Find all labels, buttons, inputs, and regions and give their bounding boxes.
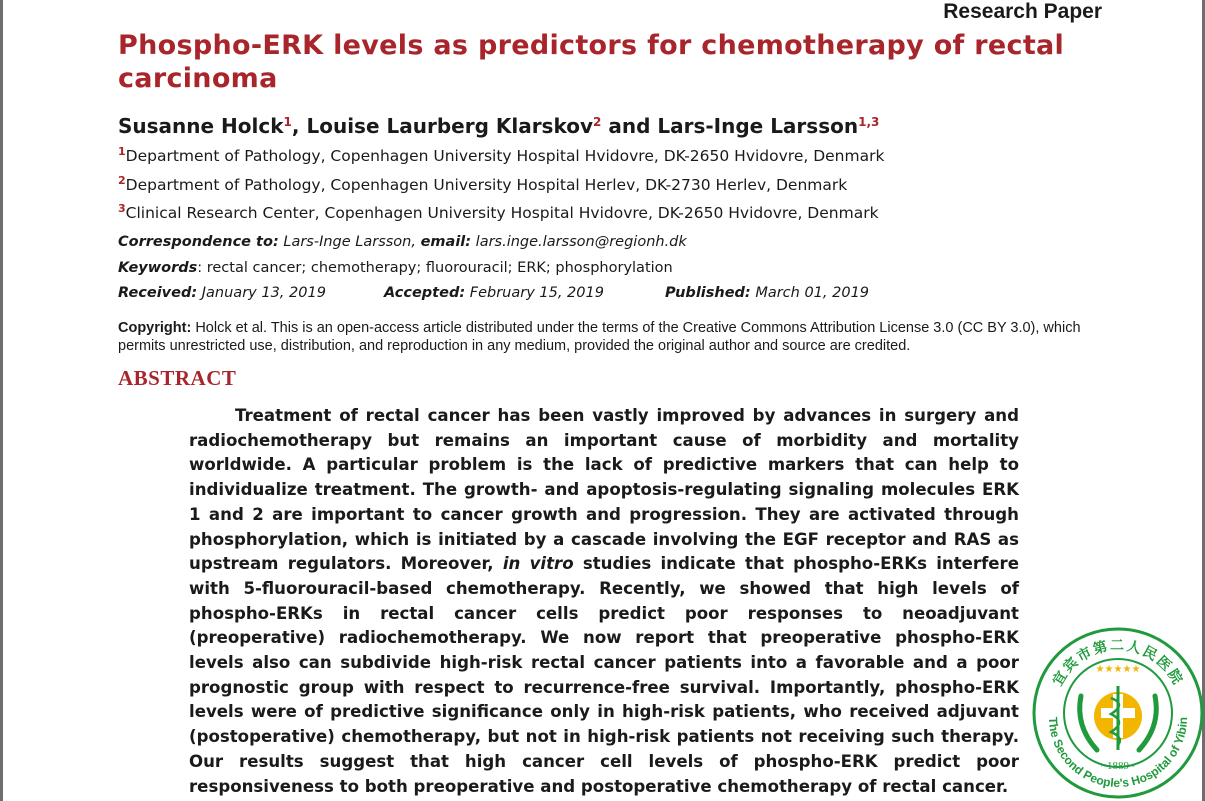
correspondence-line: Correspondence to: Lars-Inge Larsson, email: lars.inge.larsson@regionh.dk: [118, 234, 687, 250]
copyright-label: Copyright:: [118, 320, 192, 336]
affiliation-number: 1: [118, 145, 126, 158]
author-affil-ref: 1: [283, 115, 292, 129]
author-name: Louise Laurberg Klarskov: [306, 114, 594, 138]
abstract-part: Treatment of rectal cancer has been vastly improved by advances in surgery and radiochemotherapy but remains an important cause of morbidity and mortality worldwide. A particular problem is the lack of predictive markers that can help to individualize treatment. The growth- and apoptosis-regulating signaling molecules ERK 1 and 2 are important to cancer growth and progression. They are activated through phosphorylation, which is initiated by a cascade involving the EGF receptor and RAS as upstream regulators. Moreover,: [189, 406, 1019, 574]
keywords-line: [118, 260, 1118, 276]
author-name: Susanne Holck: [118, 114, 284, 138]
published-date: [665, 285, 869, 301]
correspondence-label: Correspondence to:: [118, 234, 279, 250]
seal-top-text: 宜宾市第二人民医院: [1049, 638, 1187, 689]
seal-stars: [1096, 664, 1141, 675]
author-affil-ref: 2: [593, 115, 602, 129]
hospital-seal-watermark: [1031, 626, 1205, 800]
accepted-label: Accepted:: [384, 285, 466, 301]
accepted-value: February 15, 2019: [469, 285, 604, 301]
viewer-left-border: [0, 0, 3, 801]
seal-year: ~1889~: [1101, 760, 1135, 772]
affiliation-text: Clinical Research Center, Copenhagen University Hospital Hvidovre, DK-2650 Hvidovre, Denmark: [125, 204, 879, 222]
abstract-italic: in vitro: [502, 554, 574, 574]
affiliation-3: [118, 204, 1118, 222]
svg-text:★★★★★: ★★★★★: [1095, 664, 1141, 675]
paper-title: Phospho-ERK levels as predictors for chemotherapy of rectal carcinoma: [118, 30, 1065, 94]
affiliation-number: 2: [118, 174, 126, 187]
abstract-part: studies indicate that phospho-ERKs interfere with 5-fluorouracil-based chemotherapy. Recently, we showed that high levels of phospho-ERKs in rectal cancer cells predict poor responses to neoadjuvant (preoperative) radiochemotherapy. We now report that preoperative phospho-ERK levels also can subdivide high-risk rectal cancer patients into a favorable and a poor prognostic group with respect to recurrence-free survival. Importantly, phospho-ERK levels were of predictive significance only in high-risk patients, who received adjuvant (postoperative) chemotherapy, but not in high-risk patients not receiving such therapy. Our results suggest that high cancer cell levels of phospho-ERK predict poor responsiveness to both preoperative and postoperative chemotherapy of rectal cancer.: [189, 554, 1019, 796]
keywords-text: : rectal cancer; chemotherapy; fluorouracil; ERK; phosphorylation: [197, 260, 673, 276]
published-label: Published:: [665, 285, 751, 301]
received-date: [118, 285, 326, 301]
keywords-label: Keywords: [118, 260, 198, 276]
received-label: Received:: [118, 285, 198, 301]
paper-type-label: Research Paper: [943, 0, 1102, 23]
abstract-text: [189, 404, 1019, 799]
accepted-date: [384, 285, 604, 301]
copyright-text: Holck et al. This is an open-access article distributed under the terms of the Creative Commons Attribution License 3.0 (CC BY 3.0), which permits unrestricted use, distribution, and reproduction in any medium, provided the original author and source are credited.: [118, 320, 1081, 354]
affiliation-2: [118, 176, 1118, 194]
correspondence-name: Lars-Inge Larsson: [283, 234, 412, 250]
published-value: March 01, 2019: [755, 285, 870, 301]
received-value: January 13, 2019: [201, 285, 326, 301]
affiliation-1: [118, 147, 1118, 165]
author-separator: and: [601, 114, 658, 138]
email-label: email:: [420, 234, 472, 250]
author-list: [118, 114, 1118, 138]
affiliation-text: Department of Pathology, Copenhagen University Hospital Hvidovre, DK-2650 Hvidovre, Denmark: [125, 147, 885, 165]
abstract-heading: ABSTRACT: [118, 366, 237, 390]
email-link[interactable]: lars.inge.larsson@regionh.dk: [475, 234, 687, 250]
copyright-notice: [118, 319, 1093, 355]
seal-bottom-text: The Second People's Hospital of Yibin: [1045, 716, 1191, 791]
author-separator: ,: [291, 114, 307, 138]
affiliation-number: 3: [118, 202, 126, 215]
affiliation-text: Department of Pathology, Copenhagen University Hospital Herlev, DK-2730 Herlev, Denmark: [125, 176, 848, 194]
author-name: Lars-Inge Larsson: [657, 114, 859, 138]
author-affil-ref: 1,3: [858, 115, 880, 129]
